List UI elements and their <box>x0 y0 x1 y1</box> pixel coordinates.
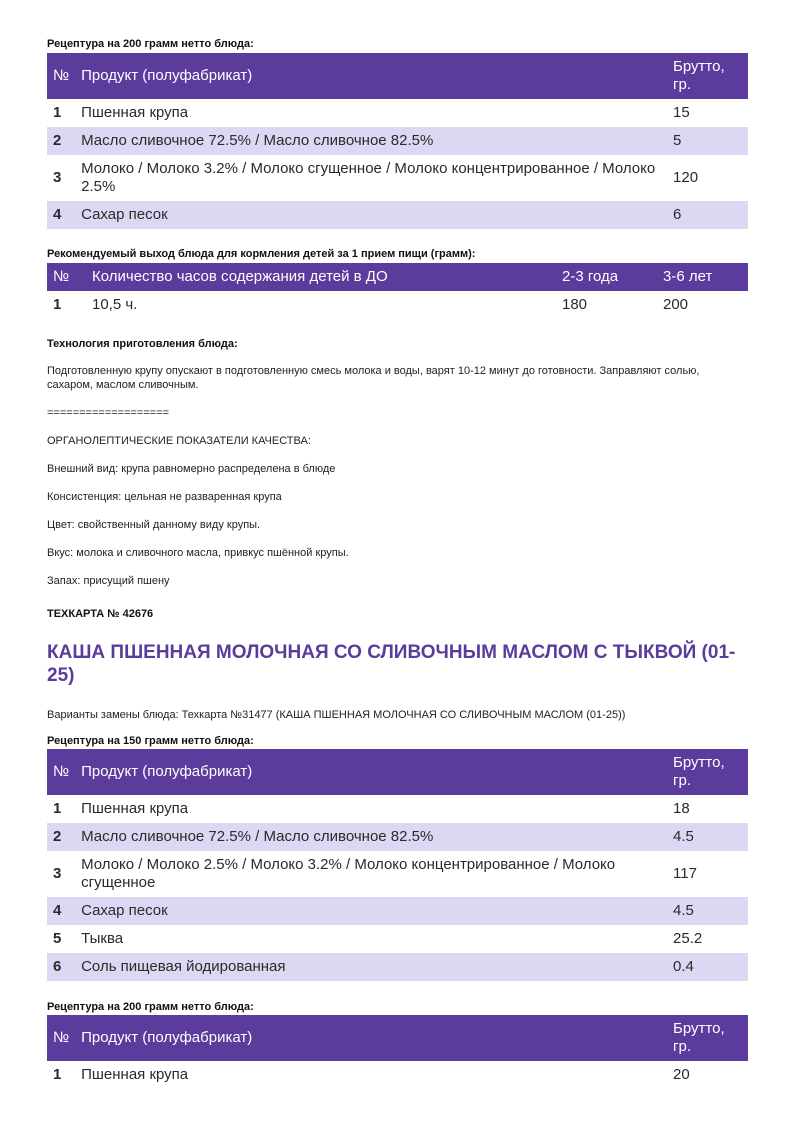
row-gross: 0.4 <box>667 953 748 981</box>
table-header-row <box>47 1015 748 1061</box>
header-number: № <box>47 1015 75 1061</box>
row-number: 1 <box>53 1066 62 1083</box>
header-gross: Брутто, гр. <box>667 1015 748 1061</box>
table-row <box>47 99 748 127</box>
dish-title: КАША ПШЕННАЯ МОЛОЧНАЯ СО СЛИВОЧНЫМ МАСЛОМ С ТЫКВОЙ (01-25) <box>47 642 736 686</box>
row-gross: 4.5 <box>667 823 748 851</box>
row-gross: 5 <box>667 127 748 155</box>
header-age-3-6: 3-6 лет <box>657 263 748 291</box>
table-row <box>47 155 748 201</box>
recipe-table-200-b <box>47 1015 748 1089</box>
table-row <box>47 795 748 823</box>
row-product: Молоко / Молоко 3.2% / Молоко сгущенное / Молоко концентрированное / Молоко 2.5% <box>81 160 656 195</box>
color-text: Цвет: свойственный данному виду крупы. <box>47 519 261 531</box>
row-product: Пшенная крупа <box>81 104 189 121</box>
row-number: 4 <box>47 897 75 925</box>
row-gross: 20 <box>673 1066 690 1083</box>
separator: =================== <box>47 407 170 419</box>
header-product: Продукт (полуфабрикат) <box>75 749 667 795</box>
header-gross: Брутто, гр. <box>667 53 748 99</box>
tech-text: Подготовленную крупу опускают в подготовленную смесь молока и воды, варят 10-12 минут до готовности. Заправляют солью, сахаром, маслом сливочным. <box>47 365 700 391</box>
table-row <box>47 291 748 319</box>
taste-text: Вкус: молока и сливочного масла, привкус пшённой крупы. <box>47 547 349 559</box>
consistency-text: Консистенция: цельная не разваренная крупа <box>47 491 282 503</box>
row-number: 2 <box>47 823 75 851</box>
row-product: Пшенная крупа <box>81 1066 189 1083</box>
table-header-row <box>47 53 748 99</box>
row-gross: 18 <box>673 800 690 817</box>
header-number: № <box>47 749 75 795</box>
row-number: 2 <box>47 127 75 155</box>
table-row <box>47 127 748 155</box>
table-row <box>47 201 748 229</box>
header-age-2-3: 2-3 года <box>556 263 657 291</box>
recipe-label-200-b: Рецептура на 200 грамм нетто блюда: <box>47 1001 254 1013</box>
table-row <box>47 925 748 953</box>
row-gross: 120 <box>673 169 699 186</box>
recipe-table-150 <box>47 749 748 981</box>
row-product: Молоко / Молоко 2.5% / Молоко 3.2% / Молоко концентрированное / Молоко сгущенное <box>81 856 616 891</box>
table-header-row <box>47 749 748 795</box>
header-number: № <box>47 53 75 99</box>
header-hours: Количество часов содержания детей в ДО <box>86 263 556 291</box>
row-number: 5 <box>53 930 62 947</box>
row-gross: 4.5 <box>667 897 748 925</box>
header-gross: Брутто, гр. <box>667 749 748 795</box>
row-product: Тыква <box>81 930 124 947</box>
row-age-3-6: 200 <box>663 296 689 313</box>
header-product: Продукт (полуфабрикат) <box>75 53 667 99</box>
table-row <box>47 953 748 981</box>
row-gross: 6 <box>667 201 748 229</box>
row-number: 1 <box>53 800 62 817</box>
table-header-row <box>47 263 748 291</box>
row-number: 4 <box>47 201 75 229</box>
recipe-label-200: Рецептура на 200 грамм нетто блюда: <box>47 38 254 50</box>
yield-table <box>47 263 748 319</box>
row-product: Масло сливочное 72.5% / Масло сливочное 82.5% <box>75 127 667 155</box>
techcard-number: ТЕХКАРТА № 42676 <box>47 608 154 620</box>
header-product: Продукт (полуфабрикат) <box>75 1015 667 1061</box>
row-product: Сахар песок <box>75 897 667 925</box>
row-product: Масло сливочное 72.5% / Масло сливочное 82.5% <box>75 823 667 851</box>
row-number: 1 <box>53 104 62 121</box>
appearance-text: Внешний вид: крупа равномерно распределена в блюде <box>47 463 336 475</box>
organoleptic-title: ОРГАНОЛЕПТИЧЕСКИЕ ПОКАЗАТЕЛИ КАЧЕСТВА: <box>47 435 311 447</box>
table-row <box>47 897 748 925</box>
header-number: № <box>47 263 86 291</box>
row-gross: 117 <box>673 865 697 882</box>
row-hours: 10,5 ч. <box>92 296 138 313</box>
recipe-label-150: Рецептура на 150 грамм нетто блюда: <box>47 735 254 747</box>
row-product: Пшенная крупа <box>81 800 189 817</box>
recipe-table-200 <box>47 53 748 229</box>
row-age-2-3: 180 <box>562 296 588 313</box>
tech-label: Технология приготовления блюда: <box>47 338 238 350</box>
table-row <box>47 1061 748 1089</box>
row-number: 3 <box>53 865 62 882</box>
variants-text: Варианты замены блюда: Техкарта №31477 (КАША ПШЕННАЯ МОЛОЧНАЯ СО СЛИВОЧНЫМ МАСЛОМ (01-25)) <box>47 709 626 721</box>
row-gross: 25.2 <box>673 930 703 947</box>
row-product: Сахар песок <box>75 201 667 229</box>
row-product: Соль пищевая йодированная <box>75 953 667 981</box>
yield-label: Рекомендуемый выход блюда для кормления детей за 1 прием пищи (грамм): <box>47 248 476 260</box>
table-row <box>47 851 748 897</box>
row-gross: 15 <box>673 104 690 121</box>
row-number: 6 <box>47 953 75 981</box>
row-number: 1 <box>53 296 62 313</box>
smell-text: Запах: присущий пшену <box>47 575 170 587</box>
row-number: 3 <box>53 169 62 186</box>
table-row <box>47 823 748 851</box>
